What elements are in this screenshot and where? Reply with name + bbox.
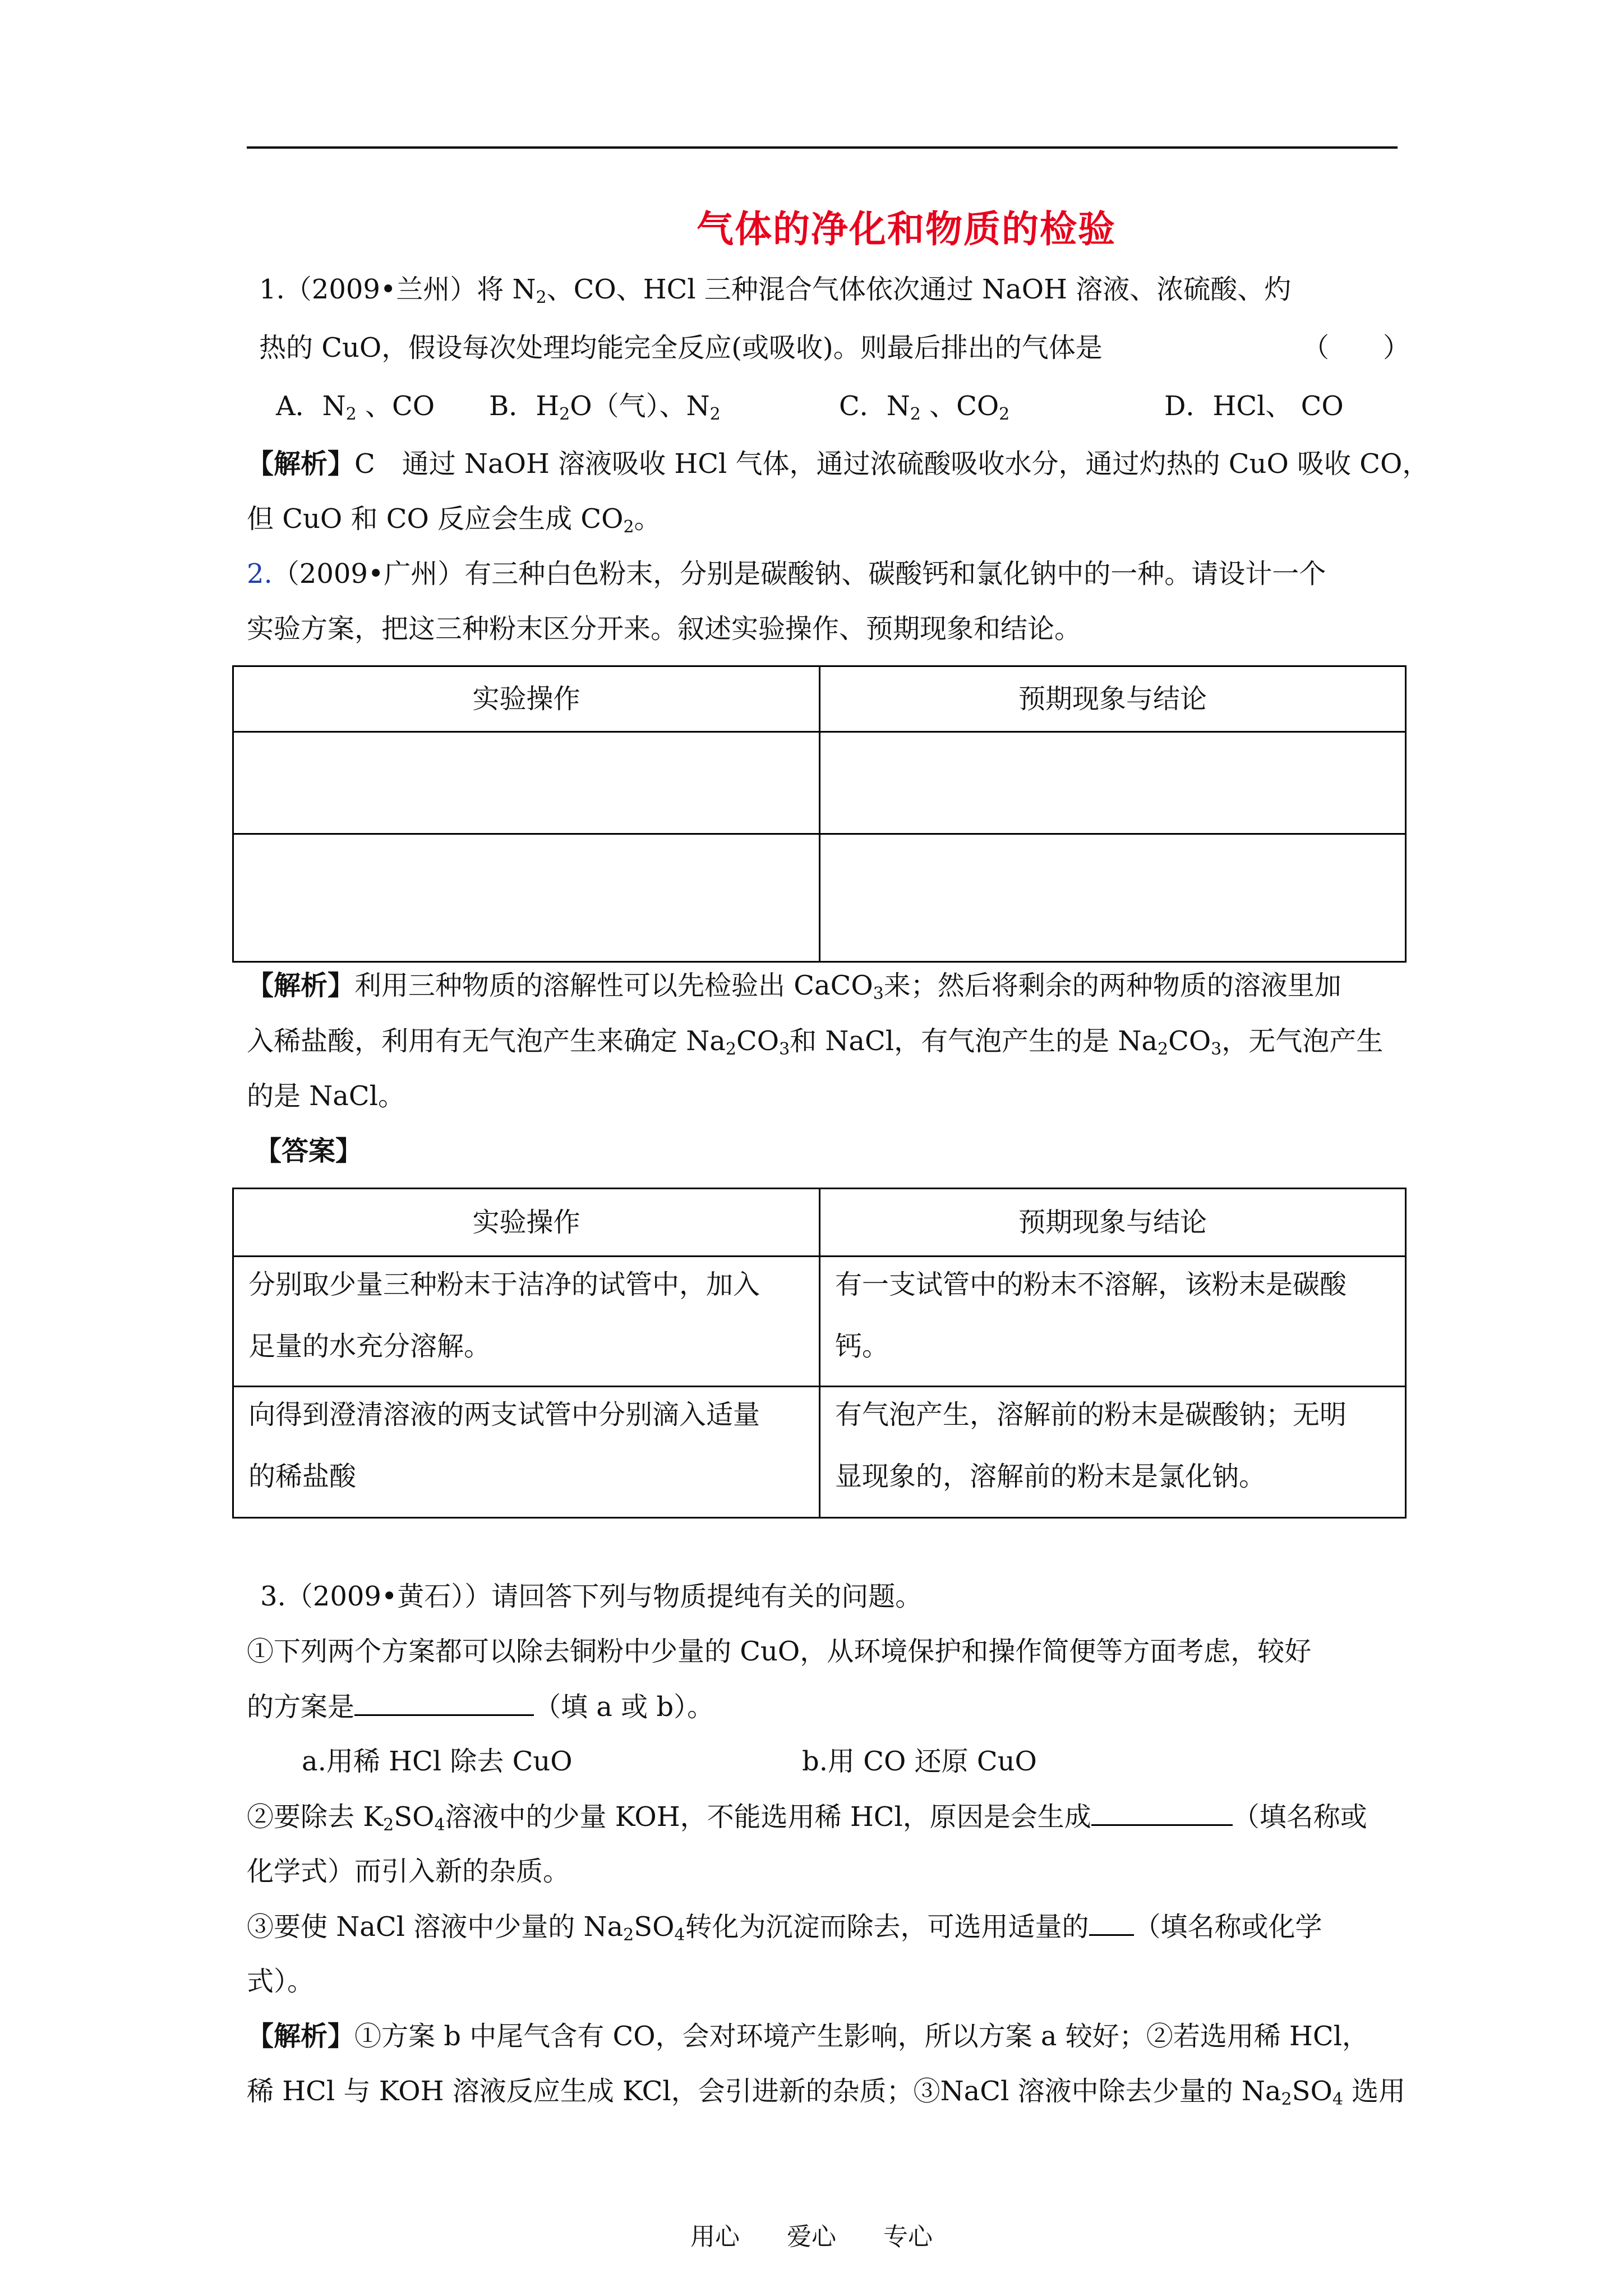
table-cell-res-2a: 有气泡产生，溶解前的粉末是碳酸钠；无明 bbox=[835, 1399, 1347, 1430]
table-divider bbox=[234, 731, 1405, 733]
q1-line2: 热的 CuO，假设每次处理均能完全反应(或吸收)。则最后排出的气体是 bbox=[259, 332, 1103, 364]
table-divider bbox=[234, 833, 1405, 835]
q3-analysis-line2: 稀 HCl 与 KOH 溶液反应生成 KCl，会引进新的杂质；③NaCl 溶液中除去少量的 $Na_2SO_4$ 选用 bbox=[247, 2076, 1406, 2109]
table-header-operation: 实验操作 bbox=[472, 683, 580, 715]
table-cell-op-2b: 的稀盐酸 bbox=[248, 1461, 357, 1492]
footer-text: 用心 bbox=[690, 2223, 740, 2251]
q3-part1-line2: 的方案是 （填 a 或 b）。 bbox=[247, 1690, 714, 1724]
q3-option-b: b.用 CO 还原 CuO bbox=[802, 1746, 1037, 1777]
page-title: 气体的净化和物质的检验 bbox=[697, 207, 1116, 251]
table-cell-op-1b: 足量的水充分溶解。 bbox=[248, 1331, 491, 1362]
header-rule bbox=[247, 146, 1398, 149]
table-divider bbox=[234, 1255, 1405, 1257]
table-cell-res-1a: 有一支试管中的粉末不溶解，该粉末是碳酸 bbox=[835, 1269, 1347, 1300]
table-header-operation: 实验操作 bbox=[472, 1207, 580, 1238]
table-cell-res-1b: 钙。 bbox=[835, 1331, 889, 1362]
q1-analysis-line1: 【解析】C 通过 NaOH 溶液吸收 HCl 气体，通过浓硫酸吸收水分，通过灼热的 CuO 吸收 CO， bbox=[247, 448, 1430, 480]
q2-analysis-line1: 【解析】利用三种物质的溶解性可以先检验出 CaCO$_3$来；然后将剩余的两种物质的溶液里加 bbox=[247, 970, 1341, 1004]
table-divider bbox=[234, 1386, 1405, 1387]
q1-analysis-line2: 但 CuO 和 CO 反应会生成 $CO_2$。 bbox=[247, 503, 661, 537]
table-header-result: 预期现象与结论 bbox=[1018, 1207, 1207, 1238]
q1-answer-paren: （ ） bbox=[1302, 332, 1410, 364]
q2-line1: 2.（2009•广州）有三种白色粉末，分别是碳酸钠、碳酸钙和氯化钠中的一种。请设计一个 bbox=[247, 558, 1326, 590]
q1-option-c: C．$N_2$ 、$CO_2$ bbox=[839, 390, 1010, 424]
answer-blank[interactable] bbox=[1091, 1800, 1233, 1826]
answer-blank[interactable] bbox=[1089, 1910, 1134, 1936]
q3-part1-line1: ①下列两个方案都可以除去铜粉中少量的 CuO，从环境保护和操作简便等方面考虑，较好 bbox=[247, 1636, 1312, 1667]
footer-text: 爱心 bbox=[787, 2223, 836, 2251]
q1-option-a: A．$N_2$ 、CO bbox=[276, 390, 435, 424]
q2-line2: 实验方案，把这三种粉末区分开来。叙述实验操作、预期现象和结论。 bbox=[247, 613, 1082, 645]
q2-answer-table bbox=[232, 1188, 1407, 1519]
q3-option-a: a.用稀 HCl 除去 CuO bbox=[302, 1746, 573, 1777]
answer-blank[interactable] bbox=[354, 1690, 534, 1716]
q2-analysis-line2: 入稀盐酸，利用有无气泡产生来确定 $Na_2CO_3$和 NaCl，有气泡产生的是 $Na_2CO_3$，无气泡产生 bbox=[247, 1025, 1384, 1059]
q2-answer-label: 【答案】 bbox=[255, 1135, 363, 1167]
footer-text: 专心 bbox=[883, 2223, 933, 2251]
table-cell-op-2a: 向得到澄清溶液的两支试管中分别滴入适量 bbox=[248, 1399, 760, 1430]
q1-option-d: D．HCl、 CO bbox=[1164, 390, 1344, 422]
q3-part2-line1: ②要除去 $K_2SO_4$溶液中的少量 KOH，不能选用稀 HCl，原因是会生成 （填名称或 bbox=[247, 1800, 1367, 1834]
q3-analysis-line1: 【解析】①方案 b 中尾气含有 CO，会对环境产生影响，所以方案 a 较好；②若选用稀 HCl， bbox=[247, 2021, 1369, 2052]
table-header-result: 预期现象与结论 bbox=[1018, 683, 1207, 715]
table-cell-res-2b: 显现象的，溶解前的粉末是氯化钠。 bbox=[835, 1461, 1266, 1492]
q1-line1: 1.（2009•兰州）将 $N_2$、CO、HCl 三种混合气体依次通过 NaOH 溶液、浓硫酸、灼 bbox=[259, 274, 1292, 307]
q3-line1: 3.（2009•黄石））请回答下列与物质提纯有关的问题。 bbox=[260, 1581, 923, 1612]
q3-part3-line2: 式）。 bbox=[247, 1966, 315, 1997]
q1-option-b: B．$H_2O$（气）、$N_2$ bbox=[489, 390, 721, 424]
page-footer bbox=[0, 2216, 1623, 2252]
table-cell-op-1a: 分别取少量三种粉末于洁净的试管中，加入 bbox=[248, 1269, 760, 1300]
q3-part2-line2: 化学式）而引入新的杂质。 bbox=[247, 1856, 570, 1887]
q2-blank-table bbox=[232, 665, 1407, 963]
q2-analysis-line3: 的是 NaCl。 bbox=[247, 1080, 405, 1112]
q3-part3-line1: ③要使 NaCl 溶液中少量的 $Na_2SO_4$转化为沉淀而除去，可选用适量的 （填名称或化学 bbox=[247, 1910, 1322, 1944]
